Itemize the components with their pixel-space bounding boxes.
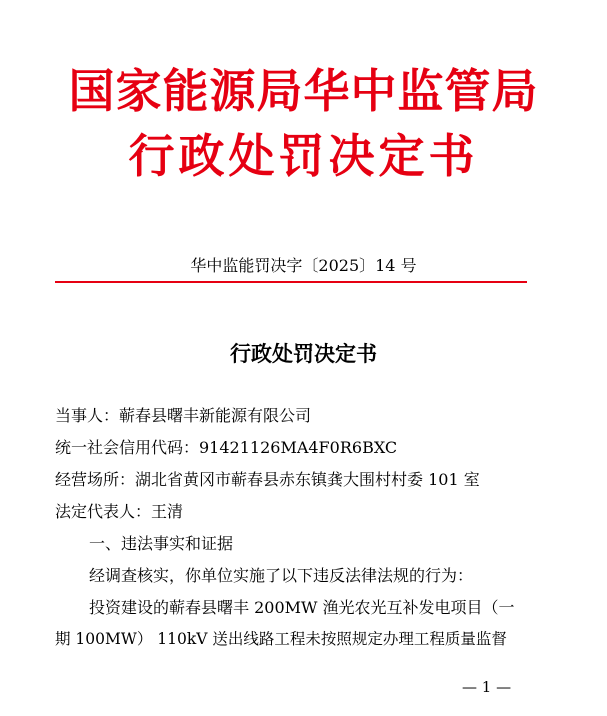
paragraph-violation-line-1: 投资建设的蕲春县曙丰 200MW 渔光农光互补发电项目（一 xyxy=(89,598,515,617)
business-address: 经营场所：湖北省黄冈市蕲春县赤东镇龚大围村村委 101 室 xyxy=(55,470,480,489)
document-type-title: 行政处罚决定书 xyxy=(128,129,479,183)
party-name: 当事人：蕲春县曙丰新能源有限公司 xyxy=(55,406,312,425)
document-number: 华中监能罚决字〔2025〕14 号 xyxy=(190,256,417,275)
document-title: 行政处罚决定书 xyxy=(230,342,377,366)
section-heading-facts: 一、违法事实和证据 xyxy=(89,534,234,553)
credit-code: 统一社会信用代码：91421126MA4F0R6BXC xyxy=(55,438,398,457)
paragraph-violation-line-2: 期 100MW） 110kV 送出线路工程未按照规定办理工程质量监督 xyxy=(55,630,507,648)
page-number: — 1 — xyxy=(462,678,512,696)
legal-representative: 法定代表人：王清 xyxy=(55,502,184,521)
issuing-agency-title: 国家能源局华中监管局 xyxy=(68,64,539,118)
red-divider-line xyxy=(55,281,527,283)
paragraph-investigation: 经调查核实，你单位实施了以下违反法律法规的行为： xyxy=(89,566,474,585)
